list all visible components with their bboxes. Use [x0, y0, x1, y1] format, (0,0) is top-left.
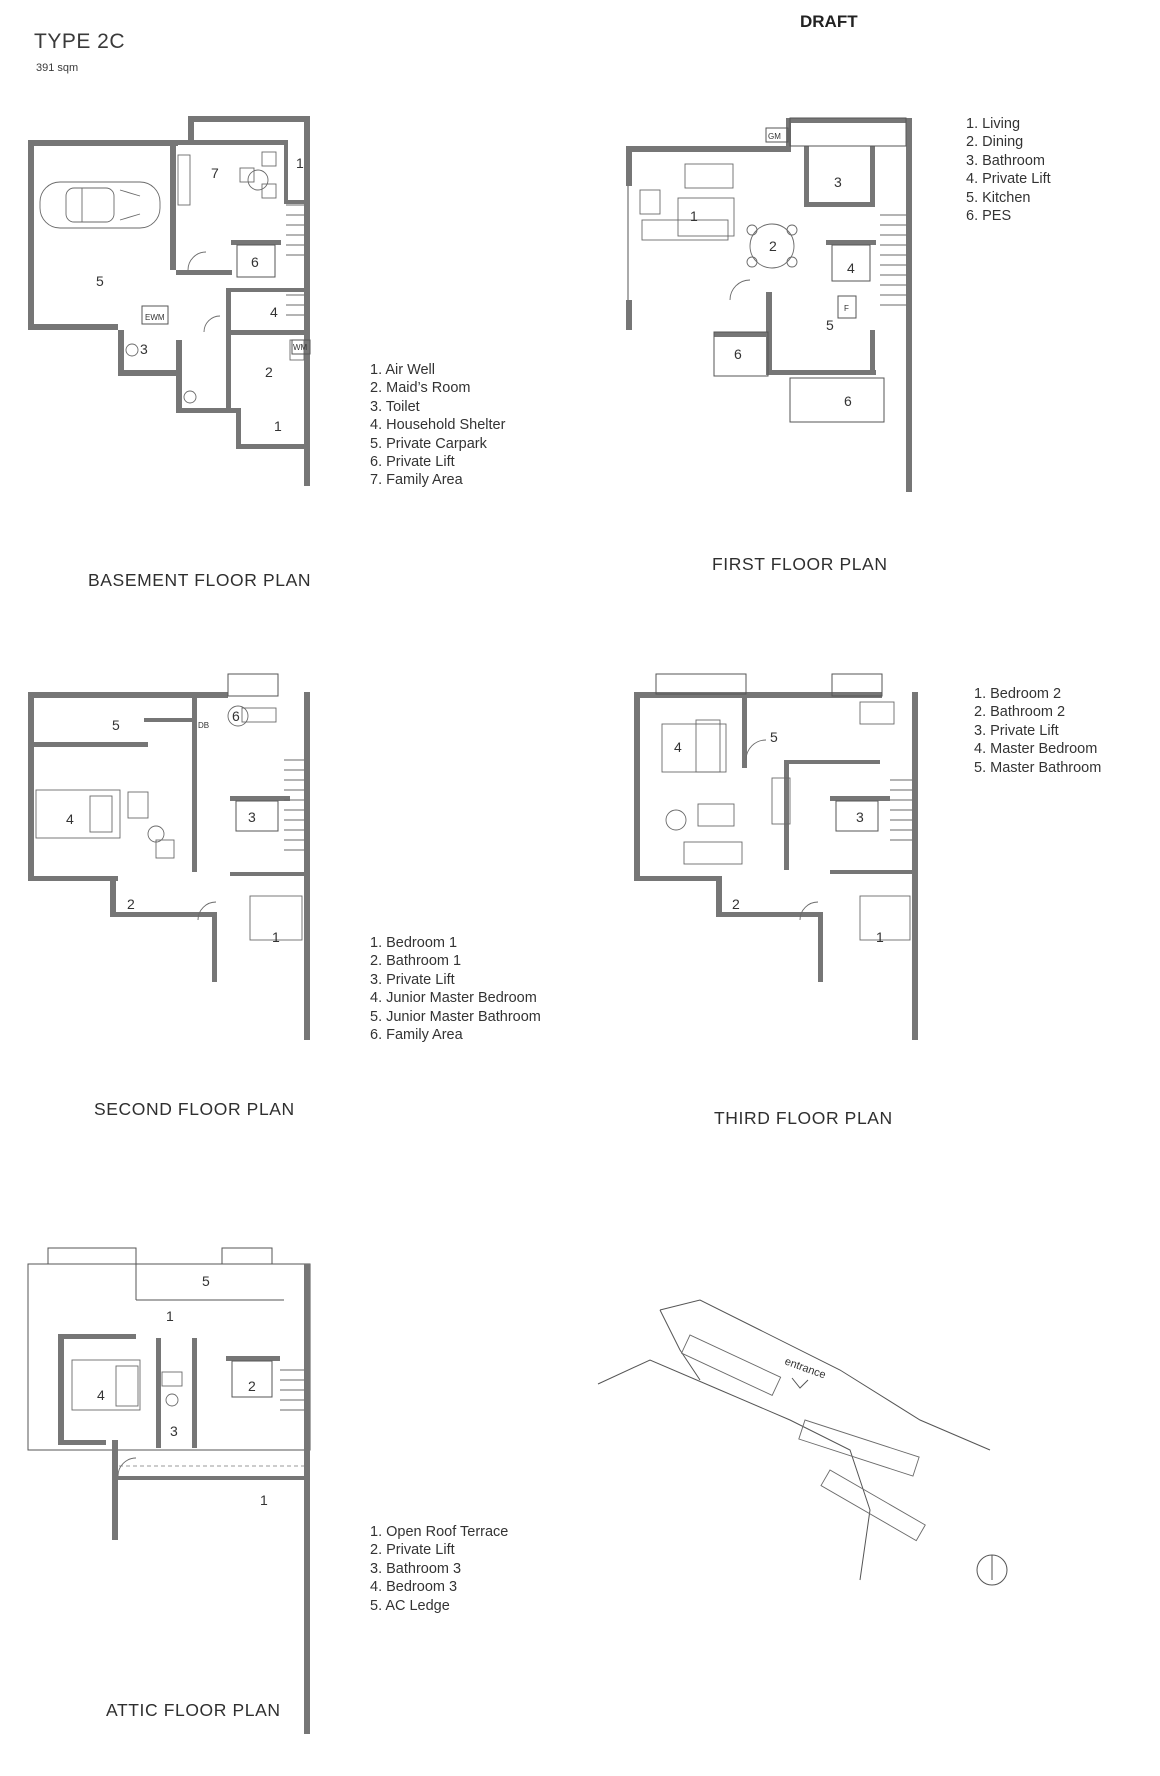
svg-text:4: 4 [66, 811, 74, 827]
svg-text:3: 3 [856, 809, 864, 825]
svg-text:6: 6 [734, 346, 742, 362]
third-floor-legend [974, 685, 1101, 777]
svg-text:1: 1 [166, 1308, 174, 1324]
unit-area: 391 sqm [36, 62, 79, 74]
legend-item: 5. Master Bathroom [974, 759, 1102, 776]
svg-text:1: 1 [260, 1492, 268, 1508]
legend-item: 1. Bedroom 2 [974, 686, 1062, 702]
legend-item: 4. Private Lift [966, 171, 1051, 188]
svg-text:2: 2 [769, 238, 777, 254]
legend-item: 4. Junior Master Bedroom [370, 990, 537, 1007]
legend-item: 4. Master Bedroom [974, 741, 1098, 758]
svg-text:4: 4 [270, 304, 278, 320]
legend-item: 2. Bathroom 1 [370, 953, 462, 970]
svg-text:1: 1 [272, 929, 280, 945]
svg-text:5: 5 [202, 1273, 210, 1289]
legend-item: 7. Family Area [370, 472, 463, 489]
first-floor-title: FIRST FLOOR PLAN [712, 554, 888, 574]
svg-text:3: 3 [834, 174, 842, 190]
svg-text:3: 3 [170, 1423, 178, 1439]
legend-item: 6. Private Lift [370, 454, 455, 471]
svg-text:4: 4 [674, 739, 682, 755]
legend-item: 2. Dining [966, 134, 1024, 151]
basement-plan [28, 116, 310, 486]
svg-text:3: 3 [140, 341, 148, 357]
legend-item: 3. Private Lift [974, 722, 1059, 739]
attic-legend [370, 1523, 508, 1615]
site-plan [598, 1300, 1007, 1585]
legend-item: 5. Junior Master Bathroom [370, 1008, 541, 1025]
svg-text:GM: GM [768, 132, 781, 141]
second-floor-legend [370, 934, 541, 1044]
svg-text:3: 3 [248, 809, 256, 825]
second-floor-plan [28, 674, 310, 1040]
svg-text:4: 4 [847, 260, 855, 276]
svg-text:DB: DB [198, 721, 210, 730]
attic-title: ATTIC FLOOR PLAN [106, 1700, 281, 1720]
svg-text:entrance: entrance [782, 1355, 828, 1382]
svg-text:5: 5 [770, 729, 778, 745]
first-floor-plan [626, 118, 912, 492]
svg-text:1: 1 [690, 208, 698, 224]
svg-text:1: 1 [876, 929, 884, 945]
svg-text:2: 2 [732, 896, 740, 912]
svg-text:2: 2 [127, 896, 135, 912]
svg-text:5: 5 [112, 717, 120, 733]
legend-item: 3. Bathroom 3 [370, 1560, 462, 1577]
svg-text:5: 5 [96, 273, 104, 289]
legend-item: 2. Bathroom 2 [974, 704, 1066, 721]
legend-item: 3. Toilet [370, 398, 420, 415]
legend-item: 2. Maid’s Room [370, 380, 471, 397]
svg-text:1: 1 [274, 418, 282, 434]
legend-item: 1. Air Well [370, 362, 436, 378]
svg-text:2: 2 [265, 364, 273, 380]
svg-text:WM: WM [293, 343, 308, 352]
unit-type-title: TYPE 2C [34, 30, 126, 53]
svg-text:4: 4 [97, 1387, 105, 1403]
first-floor-legend [966, 115, 1051, 225]
basement-title: BASEMENT FLOOR PLAN [88, 570, 312, 590]
attic-plan [28, 1248, 310, 1734]
svg-text:6: 6 [844, 393, 852, 409]
svg-text:7: 7 [211, 165, 219, 181]
third-floor-title: THIRD FLOOR PLAN [714, 1108, 893, 1128]
draft-stamp: DRAFT [800, 12, 858, 31]
svg-text:2: 2 [248, 1378, 256, 1394]
second-floor-title: SECOND FLOOR PLAN [94, 1099, 295, 1119]
legend-item: 1. Open Roof Terrace [370, 1524, 509, 1540]
legend-item: 5. AC Ledge [370, 1597, 450, 1614]
svg-text:F: F [844, 304, 849, 313]
legend-item: 4. Bedroom 3 [370, 1579, 458, 1596]
svg-text:EWM: EWM [145, 313, 165, 322]
legend-item: 5. Kitchen [966, 189, 1031, 206]
legend-item: 5. Private Carpark [370, 435, 487, 452]
svg-text:1: 1 [296, 155, 304, 171]
svg-text:6: 6 [232, 708, 240, 724]
legend-item: 6. Family Area [370, 1027, 463, 1044]
legend-item: 3. Bathroom [966, 152, 1045, 169]
svg-text:6: 6 [251, 254, 259, 270]
legend-item: 1. Bedroom 1 [370, 935, 458, 951]
third-floor-plan [634, 674, 918, 1040]
svg-text:5: 5 [826, 317, 834, 333]
basement-legend [370, 361, 505, 490]
legend-item: 3. Private Lift [370, 971, 455, 988]
legend-item: 2. Private Lift [370, 1542, 455, 1559]
legend-item: 1. Living [966, 116, 1021, 132]
legend-item: 6. PES [966, 208, 1012, 225]
legend-item: 4. Household Shelter [370, 417, 506, 434]
